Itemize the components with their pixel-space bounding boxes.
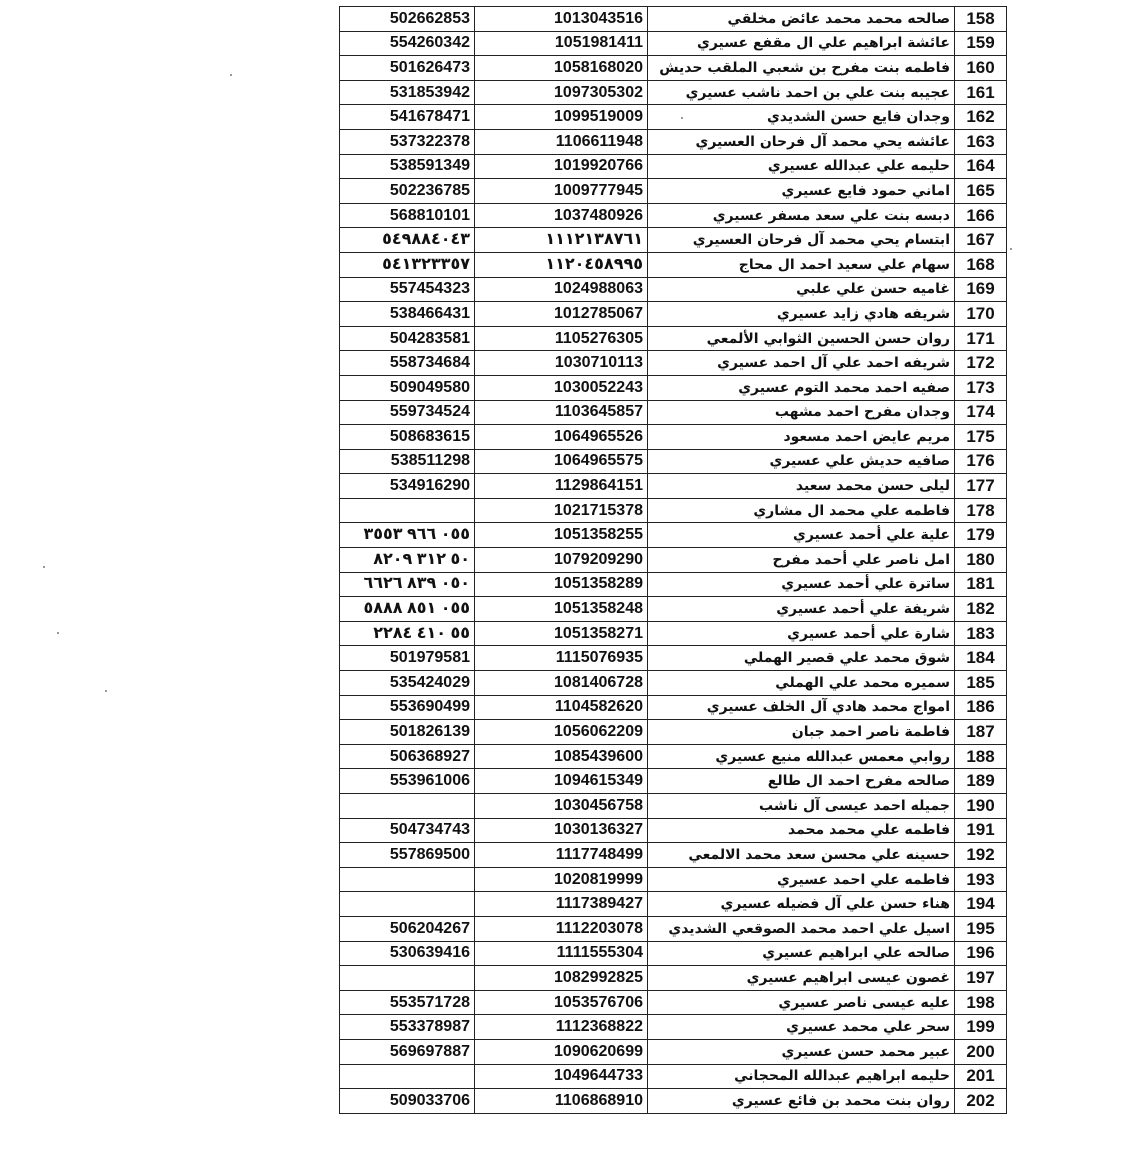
row-number-cell: 200 xyxy=(955,1039,1007,1064)
id-number-cell: 1037480926 xyxy=(475,203,648,228)
name-cell: عليه عيسى ناصر عسيري xyxy=(648,990,955,1015)
scan-speck xyxy=(105,690,107,692)
name-cell: امل ناصر علي أحمد مفرح xyxy=(648,548,955,573)
table-row xyxy=(340,1015,1007,1040)
table-row xyxy=(340,449,1007,474)
id-number-cell: 1105276305 xyxy=(475,326,648,351)
phone-cell: 506368927 xyxy=(340,744,475,769)
name-cell: فاطمه علي محمد ال مشاري xyxy=(648,498,955,523)
scan-speck xyxy=(230,74,232,76)
row-number-cell: 167 xyxy=(955,228,1007,253)
phone-cell: 538466431 xyxy=(340,302,475,327)
row-number-cell: 162 xyxy=(955,105,1007,130)
phone-cell: 504734743 xyxy=(340,818,475,843)
table-row xyxy=(340,523,1007,548)
id-number-cell: 1021715378 xyxy=(475,498,648,523)
name-cell: ابتسام يحي محمد آل فرحان العسيري xyxy=(648,228,955,253)
phone-cell: 509049580 xyxy=(340,375,475,400)
phone-cell: 534916290 xyxy=(340,474,475,499)
phone-cell: ٥٤٩٨٨٤٠٤٣ xyxy=(340,228,475,253)
name-cell: اماني حمود فايع عسيري xyxy=(648,179,955,204)
name-cell: حسينه علي محسن سعد محمد الالمعي xyxy=(648,843,955,868)
row-number-cell: 161 xyxy=(955,80,1007,105)
table-row xyxy=(340,744,1007,769)
phone-cell: ٠٥٠ ٨٣٩ ٦٦٢٦ xyxy=(340,572,475,597)
table-row xyxy=(340,375,1007,400)
phone-cell: 501979581 xyxy=(340,646,475,671)
table-row xyxy=(340,31,1007,56)
name-cell: صالحه مفرح احمد ال طالع xyxy=(648,769,955,794)
phone-cell: 553961006 xyxy=(340,769,475,794)
row-number-cell: 177 xyxy=(955,474,1007,499)
id-number-cell: 1030456758 xyxy=(475,794,648,819)
row-number-cell: 171 xyxy=(955,326,1007,351)
row-number-cell: 190 xyxy=(955,794,1007,819)
phone-cell xyxy=(340,892,475,917)
name-cell: عجيبه بنت علي بن احمد ناشب عسيري xyxy=(648,80,955,105)
phone-cell: 541678471 xyxy=(340,105,475,130)
phone-cell: ٠٥٥ ٨٥١ ٥٨٨٨ xyxy=(340,597,475,622)
row-number-cell: 163 xyxy=(955,129,1007,154)
table-row xyxy=(340,105,1007,130)
name-cell: دبسه بنت علي سعد مسفر عسيري xyxy=(648,203,955,228)
row-number-cell: 169 xyxy=(955,277,1007,302)
phone-cell: 531853942 xyxy=(340,80,475,105)
row-number-cell: 187 xyxy=(955,720,1007,745)
name-cell: فاطمه بنت مفرح بن شعبي الملقب حديش xyxy=(648,56,955,81)
phone-cell: 553690499 xyxy=(340,695,475,720)
table-row xyxy=(340,1064,1007,1089)
id-number-cell: 1030052243 xyxy=(475,375,648,400)
phone-cell: 568810101 xyxy=(340,203,475,228)
phone-cell xyxy=(340,1064,475,1089)
table-row xyxy=(340,843,1007,868)
id-number-cell: 1112203078 xyxy=(475,916,648,941)
table-row xyxy=(340,425,1007,450)
name-cell: عبير محمد حسن عسيري xyxy=(648,1039,955,1064)
phone-cell: 538511298 xyxy=(340,449,475,474)
row-number-cell: 165 xyxy=(955,179,1007,204)
phone-cell xyxy=(340,966,475,991)
table-row xyxy=(340,179,1007,204)
id-number-cell: 1013043516 xyxy=(475,7,648,32)
row-number-cell: 197 xyxy=(955,966,1007,991)
table-row xyxy=(340,794,1007,819)
row-number-cell: 182 xyxy=(955,597,1007,622)
roster-body xyxy=(340,7,1007,1114)
table-row xyxy=(340,80,1007,105)
name-cell: علية علي أحمد عسيري xyxy=(648,523,955,548)
id-number-cell: 1051358248 xyxy=(475,597,648,622)
name-cell: سهام علي سعيد احمد ال محاج xyxy=(648,252,955,277)
id-number-cell: 1051358289 xyxy=(475,572,648,597)
name-cell: فاطمه علي محمد محمد xyxy=(648,818,955,843)
id-number-cell: 1112368822 xyxy=(475,1015,648,1040)
id-number-cell: 1129864151 xyxy=(475,474,648,499)
name-cell: مريم عايض احمد مسعود xyxy=(648,425,955,450)
id-number-cell: 1053576706 xyxy=(475,990,648,1015)
table-row xyxy=(340,720,1007,745)
phone-cell: ٥٤١٣٢٣٣٥٧ xyxy=(340,252,475,277)
table-row xyxy=(340,400,1007,425)
table-row xyxy=(340,892,1007,917)
id-number-cell: 1030136327 xyxy=(475,818,648,843)
table-row xyxy=(340,646,1007,671)
phone-cell: 535424029 xyxy=(340,671,475,696)
id-number-cell: 1115076935 xyxy=(475,646,648,671)
row-number-cell: 180 xyxy=(955,548,1007,573)
row-number-cell: 168 xyxy=(955,252,1007,277)
roster-sheet xyxy=(339,6,1006,1114)
row-number-cell: 185 xyxy=(955,671,1007,696)
scan-speck xyxy=(681,117,683,119)
row-number-cell: 178 xyxy=(955,498,1007,523)
name-cell: شريفة علي أحمد عسيري xyxy=(648,597,955,622)
row-number-cell: 174 xyxy=(955,400,1007,425)
table-row xyxy=(340,351,1007,376)
phone-cell: 569697887 xyxy=(340,1039,475,1064)
name-cell: شريفه احمد علي آل احمد عسيري xyxy=(648,351,955,376)
table-row xyxy=(340,941,1007,966)
table-row xyxy=(340,277,1007,302)
id-number-cell: 1090620699 xyxy=(475,1039,648,1064)
name-cell: صفيه احمد محمد التوم عسيري xyxy=(648,375,955,400)
table-row xyxy=(340,621,1007,646)
phone-cell: ٥٥ ٤١٠ ٢٢٨٤ xyxy=(340,621,475,646)
table-row xyxy=(340,326,1007,351)
id-number-cell: 1012785067 xyxy=(475,302,648,327)
phone-cell: 506204267 xyxy=(340,916,475,941)
phone-cell: 557869500 xyxy=(340,843,475,868)
table-row xyxy=(340,695,1007,720)
table-row xyxy=(340,548,1007,573)
table-row xyxy=(340,203,1007,228)
name-cell: عائشه يحي محمد آل فرحان العسيري xyxy=(648,129,955,154)
row-number-cell: 192 xyxy=(955,843,1007,868)
id-number-cell: 1082992825 xyxy=(475,966,648,991)
name-cell: امواج محمد هادي آل الخلف عسيري xyxy=(648,695,955,720)
id-number-cell: ١١١٢١٣٨٧٦١ xyxy=(475,228,648,253)
phone-cell: 504283581 xyxy=(340,326,475,351)
name-cell: روان حسن الحسين الثوابي الألمعي xyxy=(648,326,955,351)
name-cell: روابي معمس عبدالله منيع عسيري xyxy=(648,744,955,769)
phone-cell: ٠٥٥ ٩٦٦ ٣٥٥٣ xyxy=(340,523,475,548)
id-number-cell: 1051358271 xyxy=(475,621,648,646)
id-number-cell: 1081406728 xyxy=(475,671,648,696)
phone-cell: ٥٠ ٣١٢ ٨٢٠٩ xyxy=(340,548,475,573)
row-number-cell: 186 xyxy=(955,695,1007,720)
id-number-cell: 1051981411 xyxy=(475,31,648,56)
id-number-cell: 1097305302 xyxy=(475,80,648,105)
row-number-cell: 172 xyxy=(955,351,1007,376)
phone-cell: 508683615 xyxy=(340,425,475,450)
table-row xyxy=(340,129,1007,154)
table-row xyxy=(340,916,1007,941)
table-row xyxy=(340,1089,1007,1114)
phone-cell: 553378987 xyxy=(340,1015,475,1040)
name-cell: صالحه محمد محمد عائض مخلقي xyxy=(648,7,955,32)
row-number-cell: 184 xyxy=(955,646,1007,671)
phone-cell: 509033706 xyxy=(340,1089,475,1114)
name-cell: غاميه حسن علي علبي xyxy=(648,277,955,302)
table-row xyxy=(340,474,1007,499)
row-number-cell: 179 xyxy=(955,523,1007,548)
id-number-cell: 1009777945 xyxy=(475,179,648,204)
table-row xyxy=(340,572,1007,597)
id-number-cell: 1051358255 xyxy=(475,523,648,548)
phone-cell xyxy=(340,498,475,523)
row-number-cell: 158 xyxy=(955,7,1007,32)
name-cell: وجدان فايع حسن الشديدي xyxy=(648,105,955,130)
table-row xyxy=(340,769,1007,794)
phone-cell: 557454323 xyxy=(340,277,475,302)
row-number-cell: 198 xyxy=(955,990,1007,1015)
table-row xyxy=(340,966,1007,991)
id-number-cell: 1019920766 xyxy=(475,154,648,179)
table-row xyxy=(340,867,1007,892)
row-number-cell: 159 xyxy=(955,31,1007,56)
row-number-cell: 170 xyxy=(955,302,1007,327)
phone-cell: 554260342 xyxy=(340,31,475,56)
id-number-cell: 1099519009 xyxy=(475,105,648,130)
table-row xyxy=(340,154,1007,179)
row-number-cell: 191 xyxy=(955,818,1007,843)
name-cell: جميله احمد عيسى آل ناشب xyxy=(648,794,955,819)
name-cell: سحر علي محمد عسيري xyxy=(648,1015,955,1040)
table-row xyxy=(340,671,1007,696)
name-cell: شارة علي أحمد عسيري xyxy=(648,621,955,646)
table-row xyxy=(340,56,1007,81)
table-row xyxy=(340,818,1007,843)
name-cell: صالحه علي ابراهيم عسيري xyxy=(648,941,955,966)
id-number-cell: 1111555304 xyxy=(475,941,648,966)
name-cell: غصون عيسى ابراهيم عسيري xyxy=(648,966,955,991)
row-number-cell: 193 xyxy=(955,867,1007,892)
roster-table xyxy=(339,6,1007,1114)
id-number-cell: 1079209290 xyxy=(475,548,648,573)
name-cell: حليمه ابراهيم عبدالله المحجاني xyxy=(648,1064,955,1089)
row-number-cell: 199 xyxy=(955,1015,1007,1040)
phone-cell: 530639416 xyxy=(340,941,475,966)
table-row xyxy=(340,302,1007,327)
row-number-cell: 160 xyxy=(955,56,1007,81)
id-number-cell: 1056062209 xyxy=(475,720,648,745)
phone-cell xyxy=(340,867,475,892)
table-row xyxy=(340,1039,1007,1064)
name-cell: ليلى حسن محمد سعيد xyxy=(648,474,955,499)
row-number-cell: 202 xyxy=(955,1089,1007,1114)
row-number-cell: 196 xyxy=(955,941,1007,966)
row-number-cell: 166 xyxy=(955,203,1007,228)
phone-cell: 537322378 xyxy=(340,129,475,154)
id-number-cell: 1024988063 xyxy=(475,277,648,302)
row-number-cell: 164 xyxy=(955,154,1007,179)
name-cell: هناء حسن علي آل فضيله عسيري xyxy=(648,892,955,917)
row-number-cell: 188 xyxy=(955,744,1007,769)
scan-speck xyxy=(57,632,59,634)
phone-cell: 501626473 xyxy=(340,56,475,81)
row-number-cell: 195 xyxy=(955,916,1007,941)
scan-speck xyxy=(43,566,45,568)
id-number-cell: 1049644733 xyxy=(475,1064,648,1089)
name-cell: روان بنت محمد بن فائع عسيري xyxy=(648,1089,955,1114)
id-number-cell: 1094615349 xyxy=(475,769,648,794)
table-row xyxy=(340,228,1007,253)
name-cell: سميره محمد علي الهملي xyxy=(648,671,955,696)
scan-speck xyxy=(1010,248,1012,250)
phone-cell xyxy=(340,794,475,819)
id-number-cell: 1103645857 xyxy=(475,400,648,425)
table-row xyxy=(340,498,1007,523)
row-number-cell: 173 xyxy=(955,375,1007,400)
id-number-cell: 1064965526 xyxy=(475,425,648,450)
name-cell: صافيه حديش علي عسيري xyxy=(648,449,955,474)
row-number-cell: 189 xyxy=(955,769,1007,794)
id-number-cell: ١١٢٠٤٥٨٩٩٥ xyxy=(475,252,648,277)
row-number-cell: 181 xyxy=(955,572,1007,597)
name-cell: وجدان مفرح احمد مشهب xyxy=(648,400,955,425)
name-cell: شريفه هادي زايد عسيري xyxy=(648,302,955,327)
row-number-cell: 175 xyxy=(955,425,1007,450)
phone-cell: 538591349 xyxy=(340,154,475,179)
name-cell: شوق محمد علي قصير الهملي xyxy=(648,646,955,671)
table-row xyxy=(340,990,1007,1015)
id-number-cell: 1106611948 xyxy=(475,129,648,154)
phone-cell: 559734524 xyxy=(340,400,475,425)
phone-cell: 502662853 xyxy=(340,7,475,32)
phone-cell: 501826139 xyxy=(340,720,475,745)
table-row xyxy=(340,7,1007,32)
id-number-cell: 1117389427 xyxy=(475,892,648,917)
name-cell: فاطمة ناصر احمد جبان xyxy=(648,720,955,745)
row-number-cell: 194 xyxy=(955,892,1007,917)
table-row xyxy=(340,252,1007,277)
id-number-cell: 1106868910 xyxy=(475,1089,648,1114)
id-number-cell: 1085439600 xyxy=(475,744,648,769)
phone-cell: 553571728 xyxy=(340,990,475,1015)
name-cell: ساترة علي أحمد عسيري xyxy=(648,572,955,597)
name-cell: اسيل علي احمد محمد الصوقعي الشديدي xyxy=(648,916,955,941)
row-number-cell: 183 xyxy=(955,621,1007,646)
id-number-cell: 1030710113 xyxy=(475,351,648,376)
id-number-cell: 1104582620 xyxy=(475,695,648,720)
phone-cell: 558734684 xyxy=(340,351,475,376)
name-cell: فاطمه علي احمد عسيري xyxy=(648,867,955,892)
row-number-cell: 176 xyxy=(955,449,1007,474)
table-row xyxy=(340,597,1007,622)
name-cell: عائشة ابراهيم علي ال مقفع عسيري xyxy=(648,31,955,56)
id-number-cell: 1058168020 xyxy=(475,56,648,81)
id-number-cell: 1117748499 xyxy=(475,843,648,868)
row-number-cell: 201 xyxy=(955,1064,1007,1089)
id-number-cell: 1064965575 xyxy=(475,449,648,474)
phone-cell: 502236785 xyxy=(340,179,475,204)
name-cell: حليمه علي عبدالله عسيري xyxy=(648,154,955,179)
id-number-cell: 1020819999 xyxy=(475,867,648,892)
